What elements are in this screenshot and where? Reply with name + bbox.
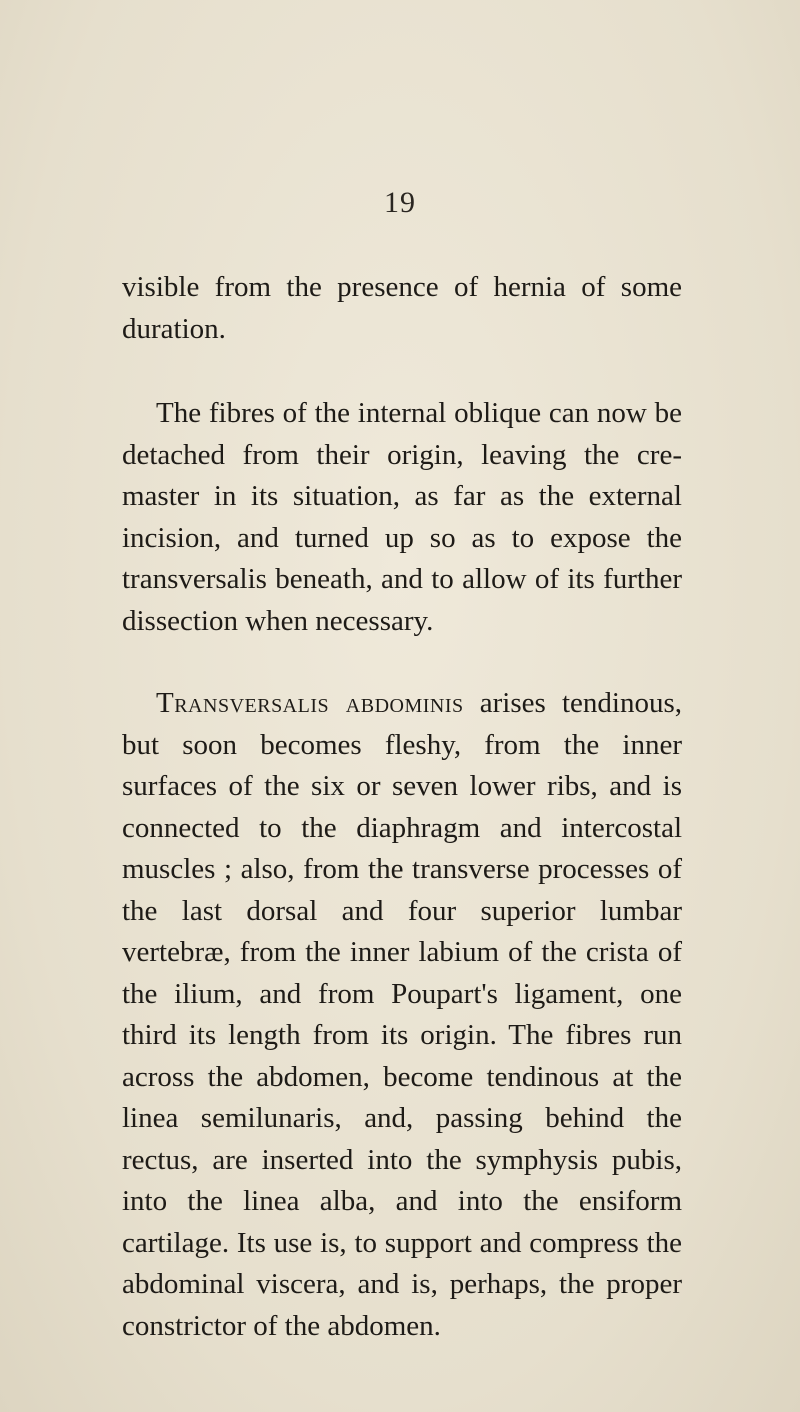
paragraph-text: The fibres of the internal oblique can now be detached from their origin, leaving the cremaster in its situation, as far as the external incision, and turned up so as to expose the transversalis beneath, and to allow of its further dissection when necessary. — [122, 397, 682, 637]
paragraph-text: visible from the presence of hernia of some duration. — [122, 271, 682, 345]
page-number: 19 — [384, 186, 416, 219]
paragraph-text: arises tendinous, but soon becomes fleshy, from the inner surfaces of the six or seven lower ribs, and is connected to the diaphragm and intercostal muscles ; also, from the transverse processes of the last dorsal and four superior lumbar vertebræ, from the inner labium of the crista of the ilium, and from Poupart's ligament, one third its length from its origin. The fibres run across the abdomen, become tendinous at the linea semilunaris, and, passing behind the rectus, are inserted into the symphysis pubis, into the linea alba, and into the ensiform cartilage. Its use is, to support and compress the abdominal viscera, and is, perhaps, the proper constrictor of the abdomen. — [122, 687, 682, 1342]
paragraph-internal-oblique — [122, 393, 682, 642]
paragraph-heading: Transversalis abdominis — [156, 687, 464, 719]
paragraph-continuation — [122, 267, 682, 350]
paragraph-transversalis — [122, 683, 682, 1347]
